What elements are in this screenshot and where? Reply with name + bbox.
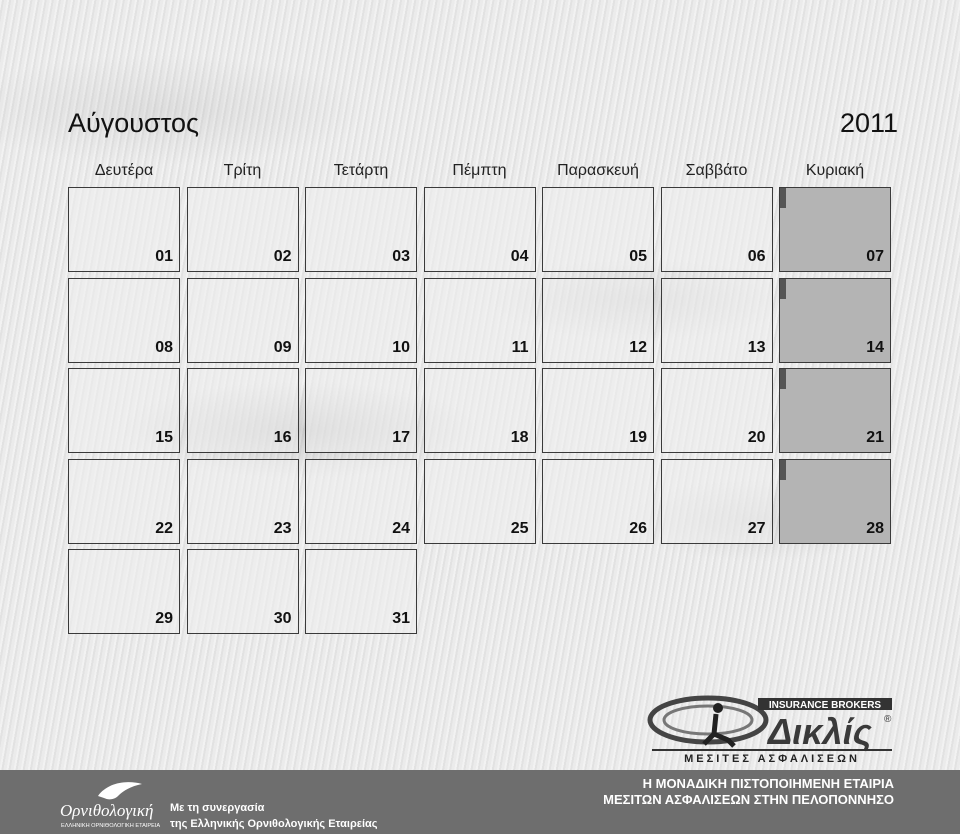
day-cell-sunday: [779, 187, 891, 272]
day-cell: [424, 187, 536, 272]
footer-bar: [0, 770, 960, 834]
day-number: 20: [747, 429, 766, 446]
logo-figure-icon: [713, 703, 723, 713]
weekday-label: Τετάρτη: [333, 162, 389, 179]
day-cell: [661, 278, 773, 363]
day-number: 02: [273, 248, 292, 265]
day-cell: [305, 549, 417, 634]
cooperation-text: [170, 800, 378, 832]
org-logo-name: Ορνιθολογική: [60, 801, 154, 820]
weekday-label: Κυριακή: [805, 162, 865, 179]
day-cell: [542, 368, 654, 453]
day-cell: [187, 368, 299, 453]
day-cell: [305, 278, 417, 363]
day-number: 28: [866, 519, 884, 537]
day-number: 14: [866, 338, 884, 356]
logo-top-label: INSURANCE BROKERS: [768, 700, 882, 711]
day-cell: [305, 368, 417, 453]
day-number: 25: [510, 519, 529, 537]
day-cell: [424, 459, 536, 544]
sunday-marker: [780, 188, 786, 208]
day-cell: [187, 549, 299, 634]
day-number: 23: [273, 519, 292, 537]
sunday-marker: [780, 460, 786, 480]
day-number: 22: [155, 519, 173, 537]
day-number: 11: [511, 338, 529, 356]
day-cell: [305, 187, 417, 272]
weekday-label: Σαββάτο: [685, 162, 748, 179]
day-cell: [661, 187, 773, 272]
day-number: 01: [155, 248, 173, 265]
company-tagline: [603, 776, 894, 808]
day-cell: [187, 187, 299, 272]
day-number: 16: [273, 429, 292, 446]
weekday-label: Δευτέρα: [94, 162, 154, 179]
day-cell: [187, 278, 299, 363]
day-number: 09: [273, 338, 292, 356]
day-cell: [68, 368, 180, 453]
day-number: 04: [510, 248, 529, 265]
bird-icon: [98, 782, 142, 799]
day-cell: [68, 278, 180, 363]
day-number: 13: [747, 338, 766, 356]
day-cell: [187, 459, 299, 544]
sunday-marker: [780, 369, 786, 389]
day-number: 15: [155, 429, 173, 446]
tagline-line-2: ΜΕΣΙΤΩΝ ΑΣΦΑΛΙΣΕΩΝ ΣΤΗΝ ΠΕΛΟΠΟΝΝΗΣΟ: [603, 792, 894, 807]
day-cell-sunday: [779, 368, 891, 453]
org-logo-sub: ΕΛΛΗΝΙΚΗ ΟΡΝΙΘΟΛΟΓΙΚΗ ΕΤΑΙΡΕΙΑ: [61, 823, 161, 829]
day-cell-sunday: [779, 459, 891, 544]
day-cell: [424, 278, 536, 363]
day-cell: [542, 187, 654, 272]
day-number: 31: [392, 610, 410, 627]
day-cell: [68, 459, 180, 544]
day-number: 21: [866, 429, 884, 446]
coop-line-1: Με τη συνεργασία: [170, 802, 265, 814]
weekday-label: Τρίτη: [223, 162, 262, 179]
day-number: 12: [629, 338, 647, 356]
day-number: 06: [747, 248, 766, 265]
day-number: 17: [392, 429, 410, 446]
calendar-header: [68, 108, 898, 148]
weekday-label: Παρασκευή: [557, 162, 639, 179]
day-number: 05: [629, 248, 647, 265]
day-cell: [68, 187, 180, 272]
logo-reg: ®: [884, 714, 892, 725]
day-number: 30: [273, 610, 292, 627]
weekday-label: Πέμπτη: [452, 162, 507, 179]
day-cell: [68, 549, 180, 634]
tagline-line-1: Η ΜΟΝΑΔΙΚΗ ΠΙΣΤΟΠΟΙΗΜΕΝΗ ΕΤΑΙΡΙΑ: [642, 776, 894, 791]
day-cell: [661, 368, 773, 453]
day-number: 07: [866, 248, 884, 265]
day-number: 24: [392, 519, 410, 537]
day-number: 18: [510, 429, 529, 446]
logo-sub-label: ΜΕΣΙΤΕΣ ΑΣΦΑΛΙΣΕΩΝ: [684, 753, 860, 765]
year-title: 2011: [839, 108, 898, 138]
day-number: 03: [392, 248, 410, 265]
day-cell: [542, 459, 654, 544]
day-number: 19: [629, 429, 647, 446]
day-cell: [661, 459, 773, 544]
day-number: 10: [392, 338, 410, 356]
coop-line-2: της Ελληνικής Ορνιθολογικής Εταιρείας: [170, 818, 378, 830]
day-number: 26: [629, 519, 647, 537]
day-cell-sunday: [779, 278, 891, 363]
day-cell: [424, 368, 536, 453]
day-number: 29: [155, 610, 173, 627]
day-cell: [542, 278, 654, 363]
sunday-marker: [780, 279, 786, 299]
day-number: 08: [155, 338, 173, 356]
ornithological-society-logo: [58, 776, 168, 830]
day-cell: [305, 459, 417, 544]
month-title: Αύγουστος: [68, 108, 200, 138]
day-number: 27: [747, 519, 766, 537]
logo-brand: Δικλίς: [768, 711, 872, 752]
diklis-logo: [646, 690, 896, 768]
